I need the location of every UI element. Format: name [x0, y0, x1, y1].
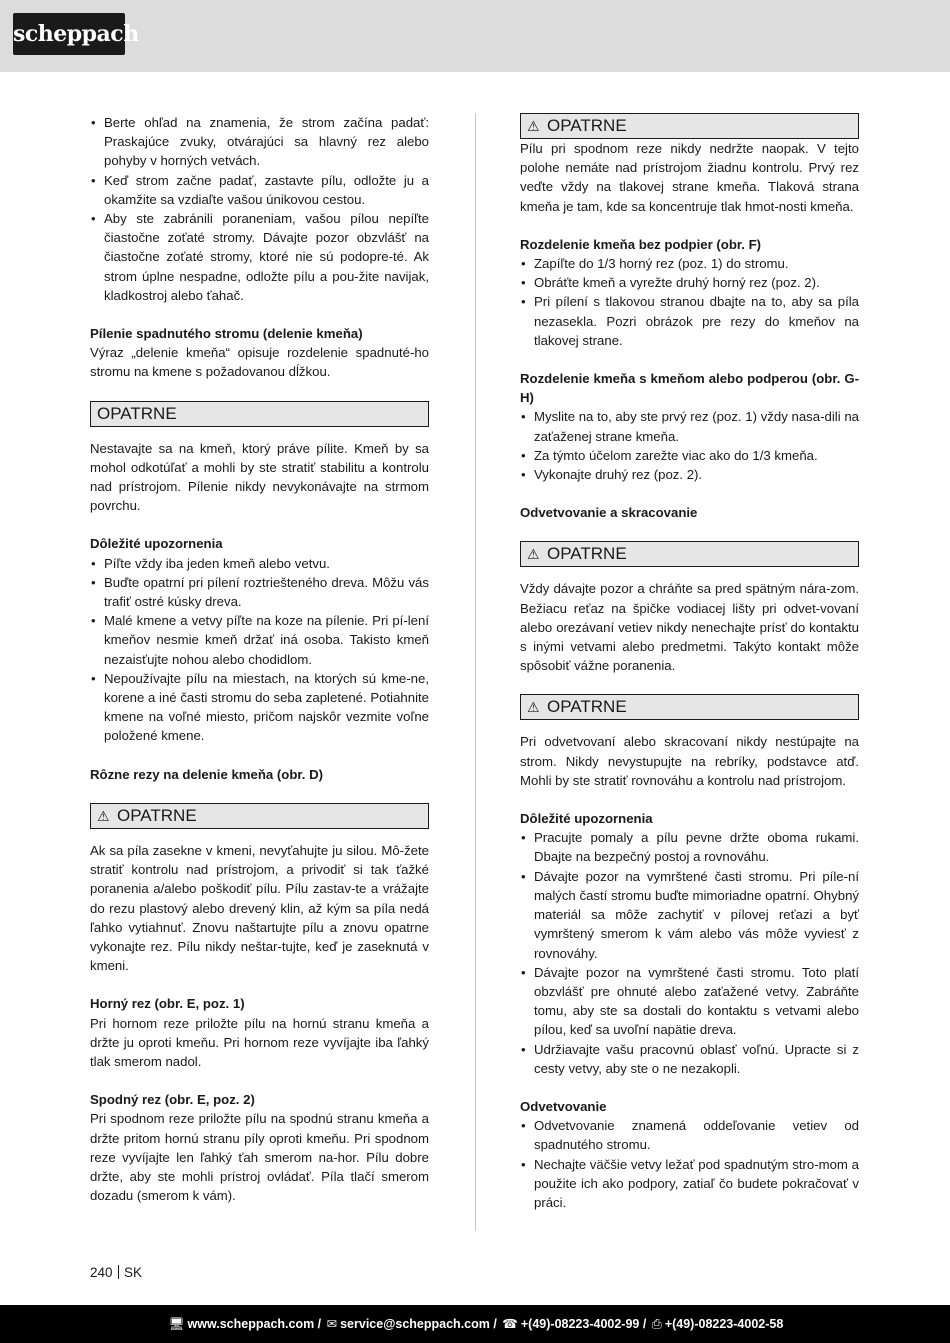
caution-box — [520, 541, 859, 567]
scheppach-logo: scheppach — [13, 13, 125, 55]
caution-box — [520, 113, 859, 139]
list-item: • Buďte opatrní pri pílení roztriešteného dreva. Môžu vás trafiť ostré kúsky dreva. — [90, 573, 429, 611]
page-header — [0, 0, 950, 72]
section-heading: Spodný rez (obr. E, poz. 2) — [90, 1092, 255, 1108]
no-support-list — [520, 254, 859, 350]
caution-box — [90, 803, 429, 829]
footer-fax: +(49)-08223-4002-58 — [664, 1317, 784, 1331]
page-number-separator — [118, 1265, 120, 1279]
caution-label: OPATRNE — [547, 697, 627, 717]
list-item: • Dávajte pozor na vymrštené časti stromu. Pri píle-ní malých častí stromu buďte mimoriadne opatrní. Ohybný materiál sa môže zachytiť v pílovej reťazi a byť vymrštený smerom k vám alebo vás môže vyviesť z rovnováhy. — [520, 867, 859, 963]
footer-phone: +(49)-08223-4002-99 — [520, 1317, 640, 1331]
paragraph: Pri hornom reze priložte pílu na hornú stranu kmeňa a držte ju oproti kmeňu. Pri hornom reze vyvíjajte iba ľahký tlak smerom nadol. — [90, 1015, 429, 1069]
paragraph: Vždy dávajte pozor a chráňte sa pred spätným nára-zom. Bežiacu reťaz na špičke vodiacej lišty pri odvet-vovaní alebo orezávaní vetiev nikdy nenechajte prísť do kontaktu s inými vetvami alebo predmetmi. Takýto kontakt môže spôsobiť vážne poranenia. — [520, 581, 859, 674]
list-item: • Pracujte pomaly a pílu pevne držte oboma rukami. Dbajte na bezpečný postoj a rovnováhu. — [520, 828, 859, 866]
caution-label: OPATRNE — [117, 805, 197, 825]
list-item: • Obráťte kmeň a vyrežte druhý horný rez (poz. 2). — [520, 273, 859, 292]
caution-box — [520, 694, 859, 720]
left-column — [90, 113, 429, 1205]
list-item: • Nepoužívajte pílu na miestach, na ktorých sú kme-ne, korene a iné časti stromu do seba zapletené. Potiahnite kmene na voľné miesto, pričom najskôr vezmite voľne položené kmene. — [90, 669, 429, 746]
list-item: • Aby ste zabránili poraneniam, vašou pílou nepíľte čiastočne zoťaté stromy. Dávajte pozor obzvlášť na čiastočne zoťaté stromy, ktoré nie sú podopre-té. Ak strom úplne nespadne, odložte pílu a pou-žite navijak, kladkostroj alebo ťahač. — [90, 209, 429, 305]
footer-website-link[interactable]: www.scheppach.com — [187, 1317, 315, 1331]
section-heading: Pílenie spadnutého stromu (delenie kmeňa) — [90, 326, 363, 342]
phone-icon: ☎ — [502, 1317, 518, 1331]
paragraph: Ak sa píla zasekne v kmeni, nevyťahujte ju silou. Mô-žete stratiť kontrolu nad prístrojom, a privodiť si tak ťažké poranenia a/alebo poškodiť pílu. Pílu zastav-te a vrážajte do rezu plastový alebo drevený klin, až kým sa píla nedá ľahko vytiahnuť. Znovu naštartujte pílu a znovu opatrne vykonajte rez. Pílu nikdy neštar-tujte, keď je zaseknutá v kmeni. — [90, 842, 429, 974]
warning-triangle-icon: ⚠ — [527, 118, 540, 134]
section-heading: Odvetvovanie a skracovanie — [520, 505, 698, 521]
computer-icon: 🖥 — [168, 1317, 185, 1331]
list-item: • Myslite na to, aby ste prvý rez (poz. 1) vždy nasa-dili na zaťaženej strane kmeňa. — [520, 407, 859, 445]
page-number-value: 240 — [90, 1265, 113, 1280]
page-footer: 🖥 www.scheppach.com / ✉ service@scheppach.com / ☎ +(49)-08223-4002-99 / ⎙ +(49)-08223-4002-58 — [0, 1305, 950, 1343]
caution-label: OPATRNE — [97, 403, 177, 423]
important-notes-list — [90, 554, 429, 746]
section-heading: Odvetvovanie — [520, 1098, 607, 1114]
list-item: • Vykonajte druhý rez (poz. 2). — [520, 465, 859, 484]
page-language: SK — [124, 1265, 143, 1280]
caution-label: OPATRNE — [547, 116, 627, 135]
right-column — [520, 113, 859, 1212]
important-notes-list — [520, 828, 859, 1078]
paragraph: Pri spodnom reze priložte pílu na spodnú stranu kmeňa a držte pritom hornú stranu píly oproti kmeňu. Pri spodnom reze vyvíjajte len ľahký ťah smerom na-hor. Pílu dobre držte, aby ste mohli prístroj ovládať. Píla tlačí smerom dozadu (smerom k vám). — [90, 1111, 429, 1204]
list-item: • Berte ohľad na znamenia, že strom začína padať: Praskajúce zvuky, otvárajúci sa hlavný rez alebo pohyby v horných vetvách. — [90, 113, 429, 171]
list-item: • Odvetvovanie znamená oddeľovanie vetiev od spadnutého stromu. — [520, 1116, 859, 1154]
column-divider — [475, 113, 476, 1231]
paragraph: Pri odvetvovaní alebo skracovaní nikdy nestúpajte na strom. Nikdy nevystupujte na rebríky, podstavce atď. Mohli by ste stratiť rovnováhu a kontrolu nad prístrojom. — [520, 734, 859, 788]
delimbing-list — [520, 1116, 859, 1212]
list-item: • Dávajte pozor na vymrštené časti stromu. Toto platí obzvlášť pre ohnuté alebo zaťažené vetvy. Zabráňte tomu, aby ste sa dostali do kontaktu s vetvami alebo pílou, keď sa uvoľní napätie dreva. — [520, 963, 859, 1040]
section-heading: Rozdelenie kmeňa s kmeňom alebo podperou (obr. G-H) — [520, 371, 859, 406]
list-item: • Keď strom začne padať, zastavte pílu, odložte ju a okamžite sa vzdiaľte vašou únikovou cestou. — [90, 171, 429, 209]
section-heading: Rôzne rezy na delenie kmeňa (obr. D) — [90, 766, 324, 782]
warning-triangle-icon: ⚠ — [527, 546, 540, 563]
list-item: • Píľte vždy iba jeden kmeň alebo vetvu. — [90, 554, 429, 573]
page-number — [90, 1265, 142, 1280]
list-item: • Malé kmene a vetvy píľte na koze na pílenie. Pri pí-lení kmeňov nesmie kmeň držať iná osoba. Takisto kmeň nezaisťujte nohou alebo chodidlom. — [90, 611, 429, 669]
section-heading: Horný rez (obr. E, poz. 1) — [90, 996, 245, 1012]
paragraph: Pílu pri spodnom reze nikdy nedržte naopak. V tejto polohe nemáte nad prístrojom žiadnu kontrolu. Prvý rez veďte vždy na tlakovej strane kmeňa. Tlaková strana kmeňa je tam, kde sa koncentruje tlak hmot-nosti kmeňa. — [520, 141, 859, 214]
felling-signs-list — [90, 113, 429, 305]
warning-triangle-icon: ⚠ — [527, 699, 540, 716]
caution-label: OPATRNE — [547, 544, 627, 564]
section-heading: Rozdelenie kmeňa bez podpier (obr. F) — [520, 236, 762, 252]
support-list — [520, 407, 859, 484]
section-heading: Dôležité upozornenia — [520, 811, 653, 827]
section-heading: Dôležité upozornenia — [90, 536, 223, 552]
list-item: • Nechajte väčšie vetvy ležať pod spadnutým stro-mom a použite ich ako podpory, zatiaľ čo budete pokračovať v práci. — [520, 1155, 859, 1213]
warning-triangle-icon: ⚠ — [97, 807, 110, 824]
paragraph: Nestavajte sa na kmeň, ktorý práve pílite. Kmeň by sa mohol odkotúľať a mohli by ste stratiť stabilitu a kontrolu nad prístrojom. Pílenie nikdy nevykonávajte na strmom povrchu. — [90, 440, 429, 514]
paragraph: Výraz „delenie kmeňa“ opisuje rozdelenie spadnuté-ho stromu na kmene s požadovanou dĺžkou. — [90, 345, 429, 380]
list-item: • Za týmto účelom zarežte viac ako do 1/3 kmeňa. — [520, 446, 859, 465]
footer-email-link[interactable]: service@scheppach.com — [340, 1317, 490, 1331]
list-item: • Udržiavajte vašu pracovnú oblasť voľnú. Upracte si z cesty vetvy, aby ste o ne nezakopli. — [520, 1040, 859, 1078]
fax-icon: ⎙ — [651, 1317, 662, 1331]
list-item: • Pri pílení s tlakovou stranou dbajte na to, aby sa píla nezasekla. Pozri obrázok pre rezy do kmeňov na tlakovej strane. — [520, 292, 859, 350]
list-item: • Zapíľte do 1/3 horný rez (poz. 1) do stromu. — [520, 254, 859, 273]
mail-icon: ✉ — [326, 1317, 338, 1331]
caution-box — [90, 401, 429, 427]
